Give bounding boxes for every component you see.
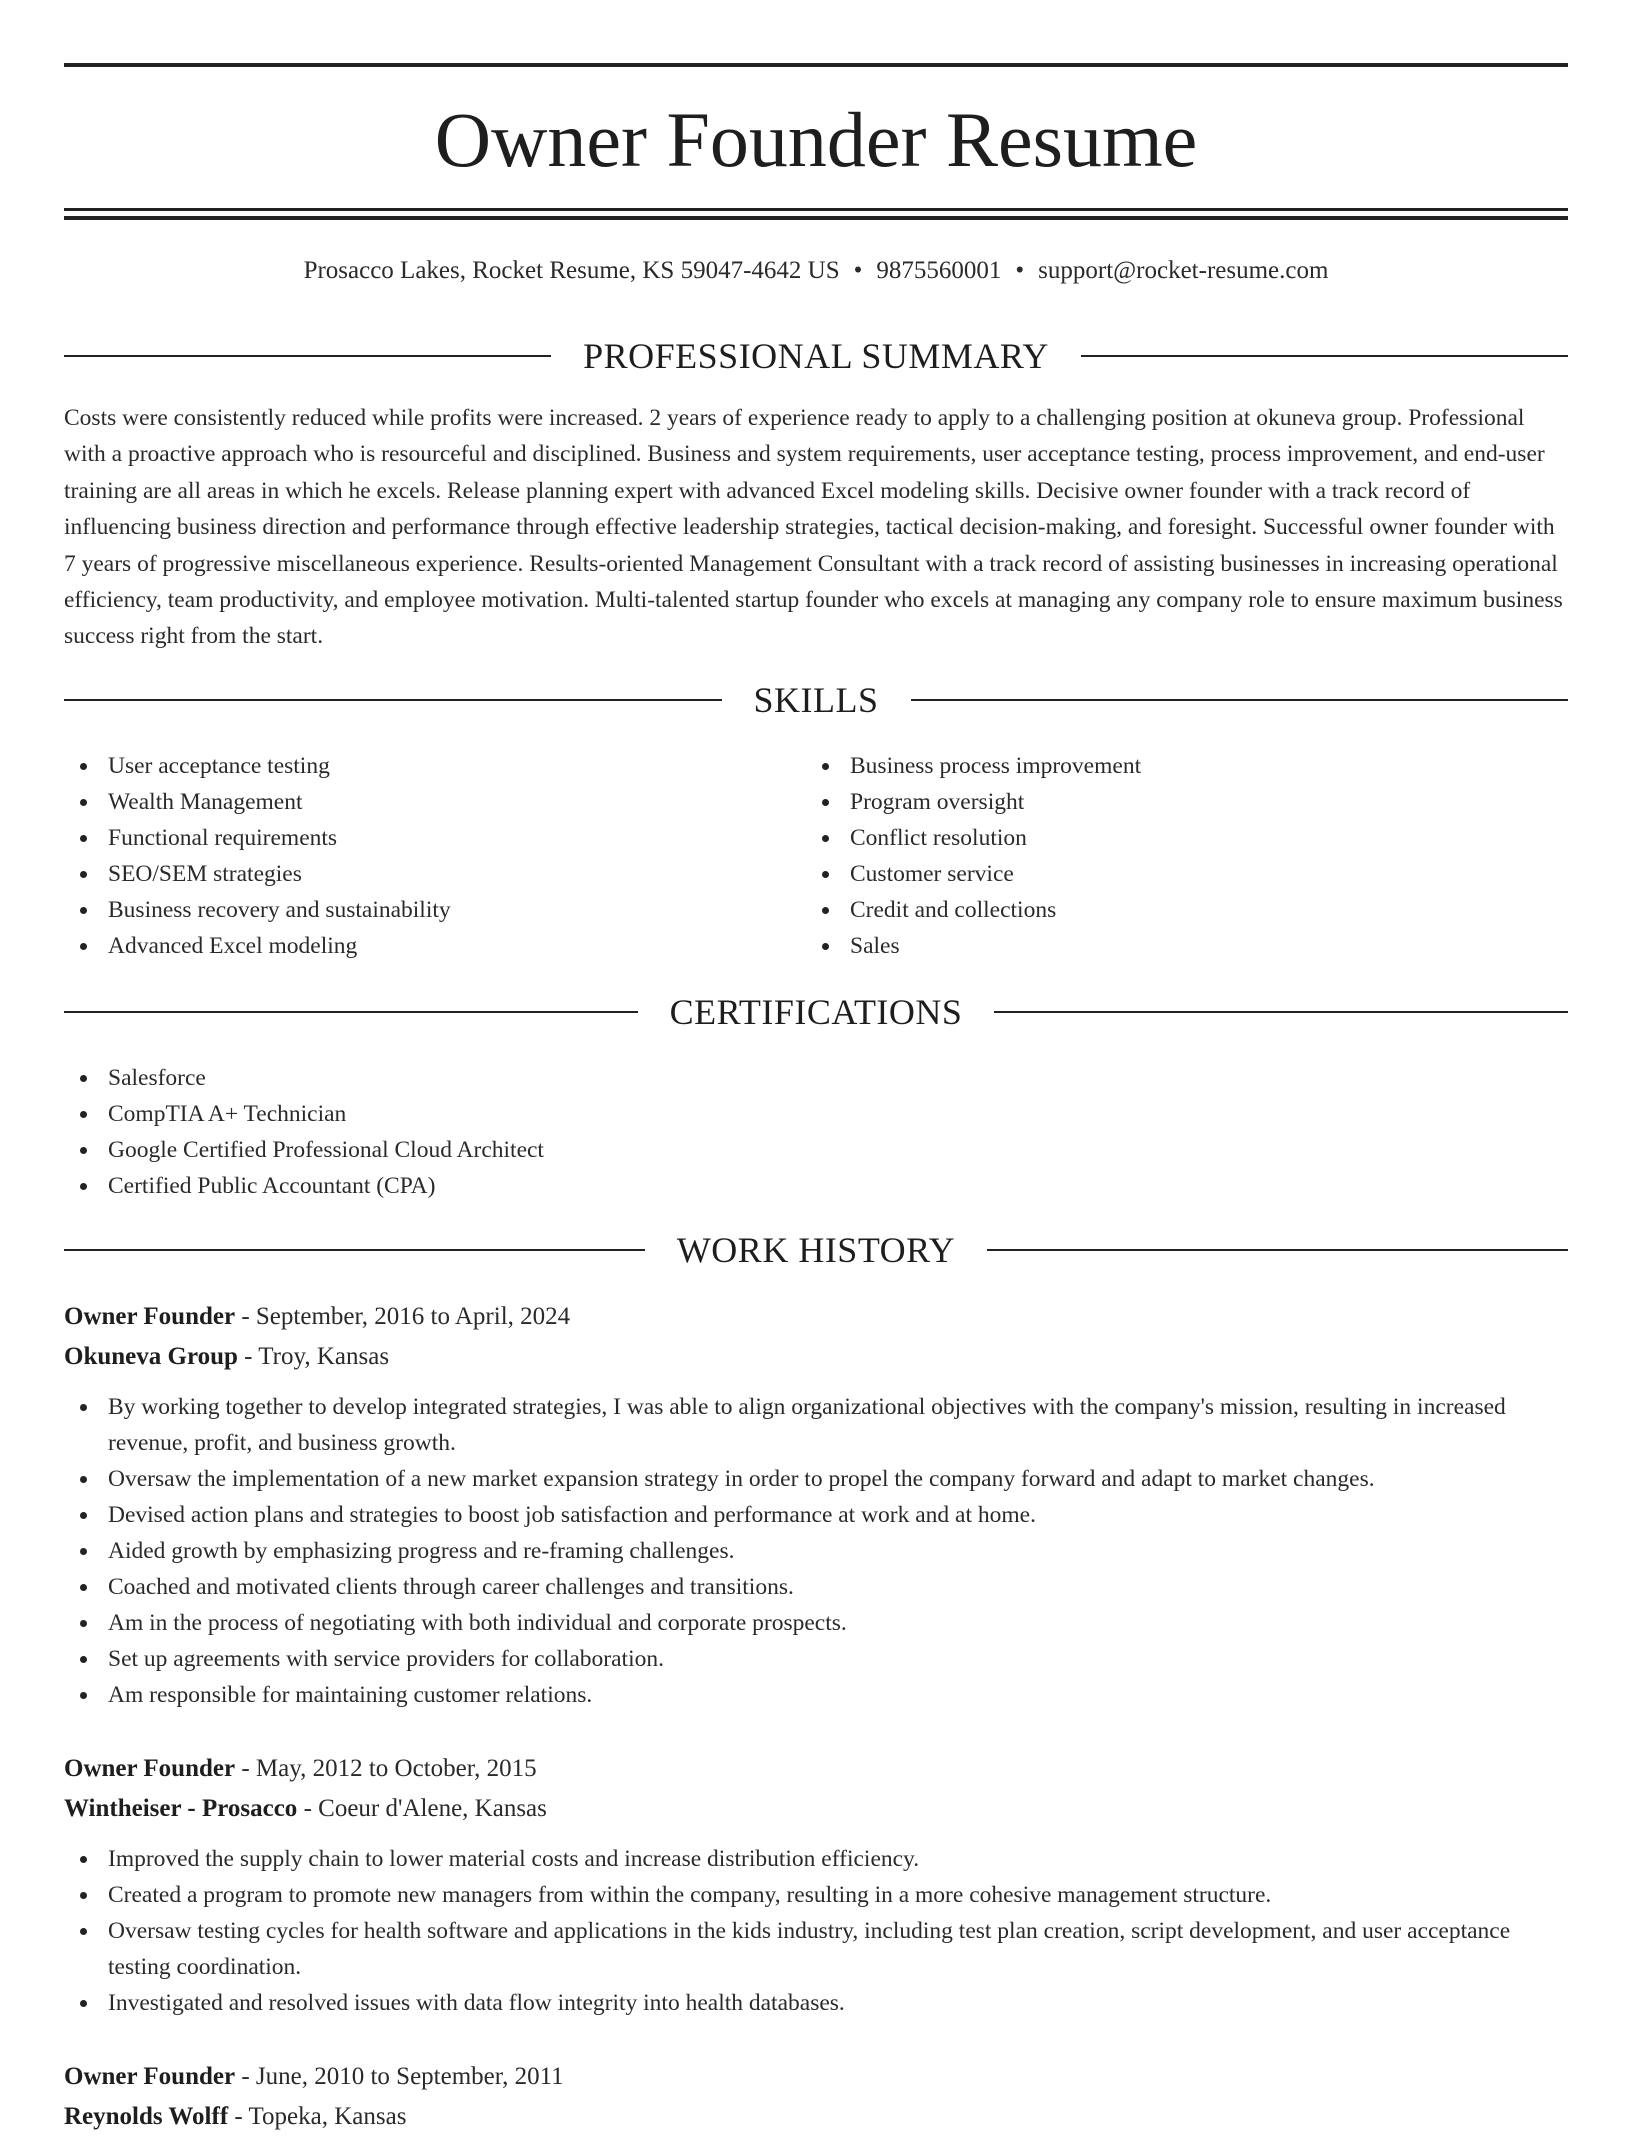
- job-bullet: Set up agreements with service providers for collaboration.: [64, 1641, 1568, 1677]
- job-role-line: [64, 2057, 1568, 2097]
- job-role-line: [64, 1749, 1568, 1789]
- header-top-rule: [64, 63, 1568, 67]
- job-company-line: [64, 1337, 1568, 1377]
- work-history-heading: WORK HISTORY: [676, 1230, 956, 1270]
- job-bullet: Coached and motivated clients through career challenges and transitions.: [64, 1569, 1568, 1605]
- header-bottom-rule: [64, 208, 1568, 211]
- summary-heading: PROFESSIONAL SUMMARY: [583, 336, 1049, 376]
- job-role-line: [64, 1297, 1568, 1337]
- skill-item: Sales: [806, 928, 1566, 964]
- job-dates: - June, 2010 to September, 2011: [235, 2063, 564, 2090]
- job-title: Owner Founder: [64, 1303, 236, 1330]
- contact-email: support@rocket-resume.com: [1038, 257, 1329, 284]
- certification-item: Certified Public Accountant (CPA): [64, 1168, 1568, 1204]
- job-location: - Coeur d'Alene, Kansas: [297, 1795, 547, 1822]
- summary-text: Costs were consistently reduced while profits were increased. 2 years of experience ready to apply to a challenging position at okuneva group. Professional with a proactive approach who is resourceful and disciplined. Business and system requirements, user acceptance testing, process improvement, and end-user training are all areas in which he excels. Release planning expert with advanced Excel modeling skills. Decisive owner founder with a track record of influencing business direction and performance through effective leadership strategies, tactical decision-making, and foresight. Successful owner founder with 7 years of progressive miscellaneous experience. Results-oriented Management Consultant with a track record of assisting businesses in increasing operational efficiency, team productivity, and employee motivation. Multi-talented startup founder who excels at managing any company role to ensure maximum business success right from the start.: [64, 405, 1563, 650]
- skill-item: Business process improvement: [806, 748, 1566, 784]
- certifications-section-header: [64, 990, 1568, 1034]
- certification-item: CompTIA A+ Technician: [64, 1096, 1568, 1132]
- skill-item: Credit and collections: [806, 892, 1566, 928]
- job-bullet: By working together to develop integrated strategies, I was able to align organizational objectives with the company's mission, resulting in increased revenue, profit, and business growth.: [64, 1389, 1568, 1461]
- skill-item: Business recovery and sustainability: [64, 892, 804, 928]
- job-dates: - September, 2016 to April, 2024: [235, 1303, 571, 1330]
- skills-heading: SKILLS: [753, 680, 879, 720]
- skill-item: Advanced Excel modeling: [64, 928, 804, 964]
- resume-title: Owner Founder Resume: [434, 96, 1198, 183]
- job-location: - Troy, Kansas: [237, 1343, 390, 1370]
- header-bottom-rule-double: [64, 216, 1568, 220]
- job-bullet: Investigated and resolved issues with data flow integrity into health databases.: [64, 1985, 1568, 2021]
- job-bullets: [64, 1841, 1568, 2021]
- section-rule: [64, 1249, 645, 1251]
- skill-item: SEO/SEM strategies: [64, 856, 804, 892]
- section-rule: [1081, 355, 1568, 357]
- skill-item: User acceptance testing: [64, 748, 804, 784]
- job-bullet: Am in the process of negotiating with both individual and corporate prospects.: [64, 1605, 1568, 1641]
- job-bullet: Devised action plans and strategies to boost job satisfaction and performance at work and at home.: [64, 1497, 1568, 1533]
- job-bullet: Aided growth by emphasizing progress and re-framing challenges.: [64, 1533, 1568, 1569]
- job-company: Reynolds Wolff: [64, 2103, 229, 2130]
- contact-line: [64, 254, 1568, 288]
- job-title: Owner Founder: [64, 2063, 236, 2090]
- contact-separator: •: [1015, 257, 1025, 284]
- section-rule: [64, 355, 551, 357]
- skill-item: Customer service: [806, 856, 1566, 892]
- section-rule: [994, 1011, 1568, 1013]
- certifications-list: [64, 1060, 1568, 1204]
- job-bullet: Oversaw the implementation of a new market expansion strategy in order to propel the company forward and adapt to market changes.: [64, 1461, 1568, 1497]
- job-title: Owner Founder: [64, 1755, 236, 1782]
- skill-item: Functional requirements: [64, 820, 804, 856]
- summary-section-header: [64, 334, 1568, 378]
- job-bullet: Created a program to promote new managers from within the company, resulting in a more cohesive management structure.: [64, 1877, 1568, 1913]
- work-history-section-header: [64, 1228, 1568, 1272]
- certification-item: Google Certified Professional Cloud Architect: [64, 1132, 1568, 1168]
- job-location: - Topeka, Kansas: [228, 2103, 407, 2130]
- job-company: Wintheiser - Prosacco: [64, 1795, 298, 1822]
- job-bullet: Oversaw testing cycles for health software and applications in the kids industry, including test plan creation, script development, and user acceptance testing coordination.: [64, 1913, 1568, 1985]
- job-bullet: Improved the supply chain to lower material costs and increase distribution efficiency.: [64, 1841, 1568, 1877]
- skills-list-left: [64, 748, 804, 964]
- skill-item: Program oversight: [806, 784, 1566, 820]
- section-rule: [64, 699, 722, 701]
- job-company-line: [64, 2097, 1568, 2137]
- section-rule: [987, 1249, 1568, 1251]
- job-company: Okuneva Group: [64, 1343, 238, 1370]
- skill-item: Conflict resolution: [806, 820, 1566, 856]
- contact-phone: 9875560001: [876, 257, 1002, 284]
- skills-list-right: [806, 748, 1566, 964]
- skills-section-header: [64, 678, 1568, 722]
- section-rule: [911, 699, 1569, 701]
- job-dates: - May, 2012 to October, 2015: [235, 1755, 537, 1782]
- contact-address: Prosacco Lakes, Rocket Resume, KS 59047-4642 US: [303, 257, 840, 284]
- section-rule: [64, 1011, 638, 1013]
- contact-separator: •: [853, 257, 863, 284]
- job-bullet: Am responsible for maintaining customer relations.: [64, 1677, 1568, 1713]
- certifications-heading: CERTIFICATIONS: [669, 992, 963, 1032]
- job-entry: [64, 2057, 1568, 2137]
- certification-item: Salesforce: [64, 1060, 1568, 1096]
- job-company-line: [64, 1789, 1568, 1829]
- skill-item: Wealth Management: [64, 784, 804, 820]
- job-bullets: [64, 1389, 1568, 1713]
- job-entry: [64, 1297, 1568, 1713]
- job-entry: [64, 1749, 1568, 2021]
